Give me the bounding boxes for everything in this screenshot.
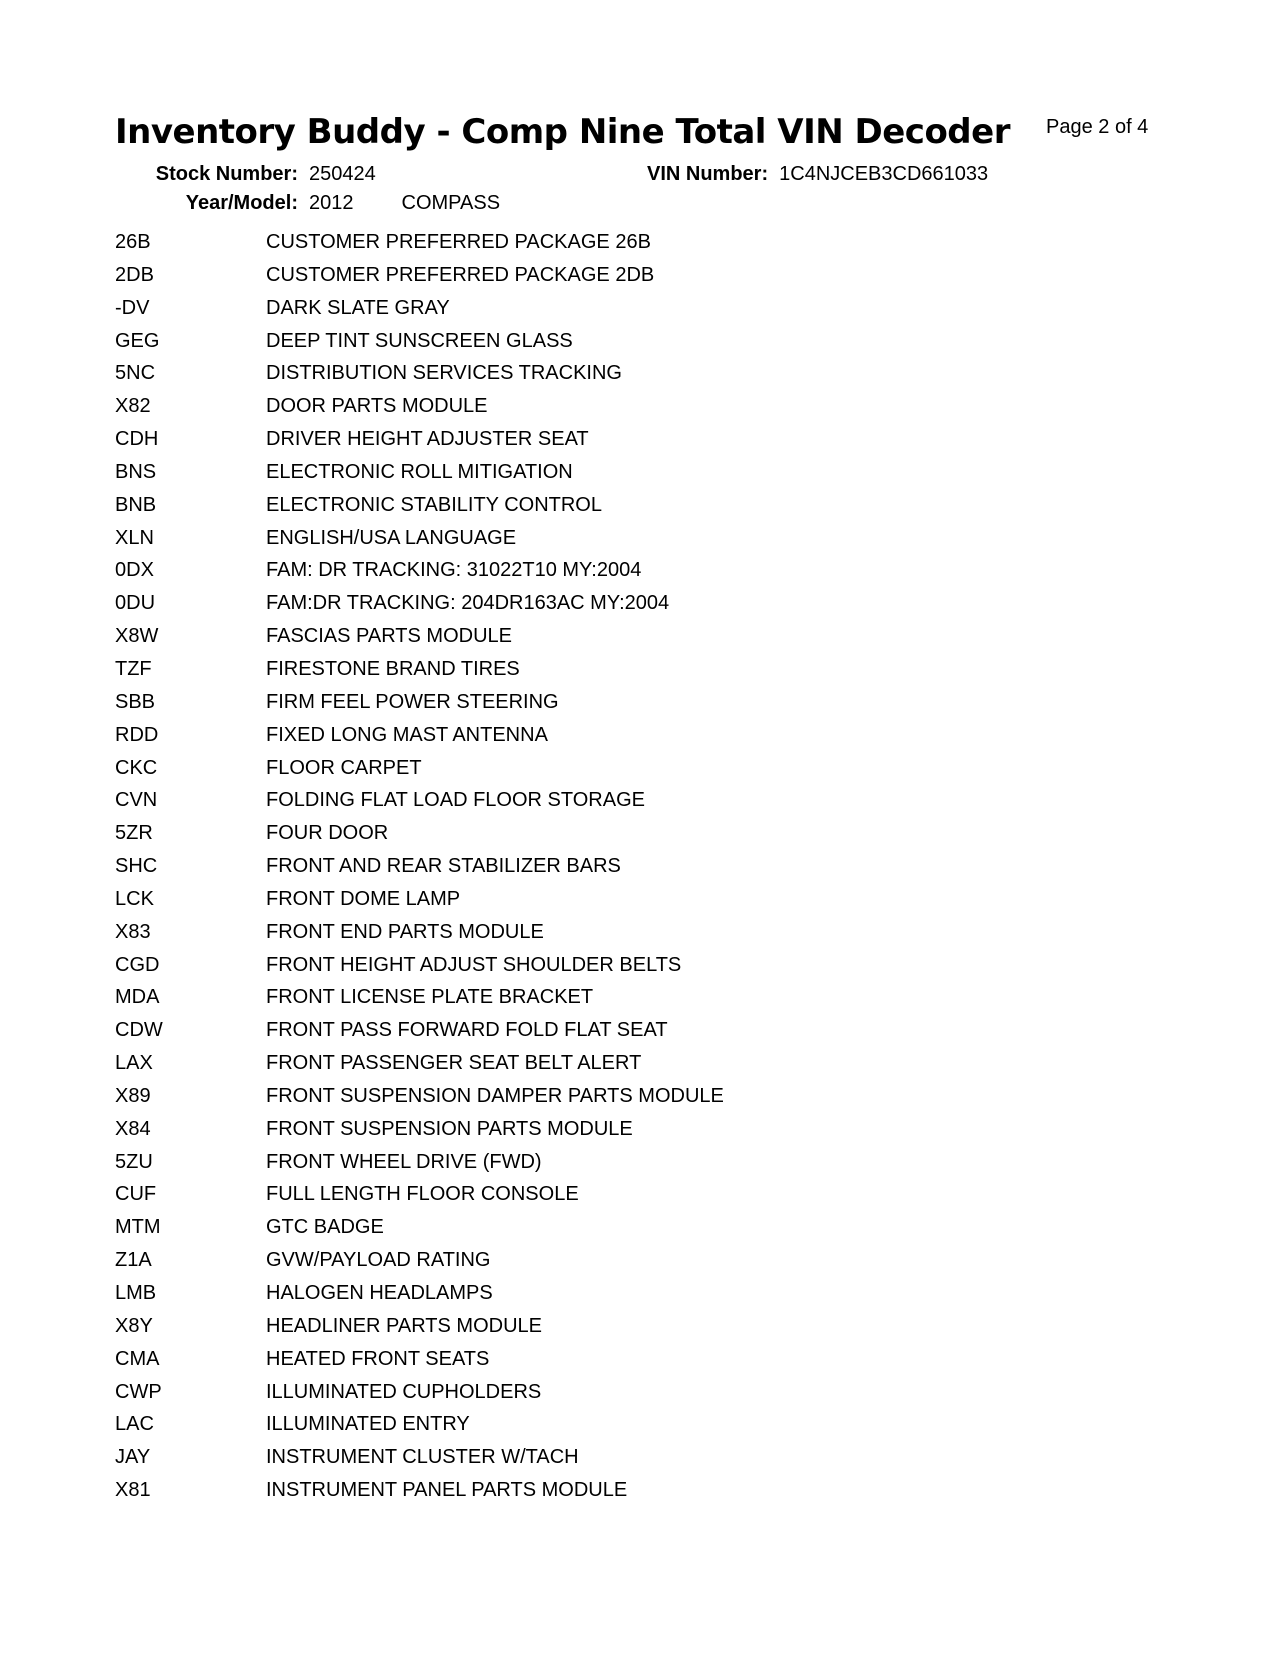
option-description: INSTRUMENT CLUSTER W/TACH bbox=[266, 1446, 579, 1469]
option-description: ILLUMINATED CUPHOLDERS bbox=[266, 1380, 542, 1403]
list-item bbox=[115, 1051, 724, 1084]
option-code: CVN bbox=[115, 789, 158, 812]
option-description: CUSTOMER PREFERRED PACKAGE 2DB bbox=[266, 263, 655, 286]
list-item bbox=[115, 1248, 724, 1281]
list-item bbox=[115, 329, 724, 362]
option-description: HEATED FRONT SEATS bbox=[266, 1347, 490, 1370]
option-code-list bbox=[115, 230, 724, 1511]
option-description: ELECTRONIC STABILITY CONTROL bbox=[266, 493, 602, 516]
option-description: FRONT PASSENGER SEAT BELT ALERT bbox=[266, 1052, 642, 1075]
option-code: LCK bbox=[115, 887, 154, 910]
option-description: FRONT HEIGHT ADJUST SHOULDER BELTS bbox=[266, 953, 682, 976]
list-item bbox=[115, 1281, 724, 1314]
option-code: 0DX bbox=[115, 559, 154, 582]
option-description: DISTRIBUTION SERVICES TRACKING bbox=[266, 362, 622, 385]
vin-number-label: VIN Number: bbox=[647, 163, 769, 185]
option-description: FIRM FEEL POWER STEERING bbox=[266, 690, 559, 713]
list-item bbox=[115, 1380, 724, 1413]
list-item bbox=[115, 230, 724, 263]
option-description: FRONT SUSPENSION PARTS MODULE bbox=[266, 1117, 633, 1140]
list-item bbox=[115, 591, 724, 624]
option-description: FRONT LICENSE PLATE BRACKET bbox=[266, 986, 594, 1009]
option-code: MDA bbox=[115, 986, 160, 1009]
option-code: X89 bbox=[115, 1084, 151, 1107]
option-code: BNB bbox=[115, 493, 157, 516]
option-description: FRONT END PARTS MODULE bbox=[266, 920, 544, 943]
option-description: FASCIAS PARTS MODULE bbox=[266, 625, 512, 648]
option-code: 26B bbox=[115, 231, 151, 253]
list-item bbox=[115, 1478, 724, 1511]
list-item bbox=[115, 558, 724, 591]
page-number: Page 2 of 4 bbox=[1046, 116, 1149, 138]
list-item bbox=[115, 624, 724, 657]
option-description: FRONT SUSPENSION DAMPER PARTS MODULE bbox=[266, 1084, 724, 1107]
list-item bbox=[115, 1215, 724, 1248]
list-item bbox=[115, 1084, 724, 1117]
list-item bbox=[115, 887, 724, 920]
list-item bbox=[115, 394, 724, 427]
list-item bbox=[115, 263, 724, 296]
stock-number-label: Stock Number: bbox=[155, 163, 298, 185]
vin-number-row bbox=[647, 163, 988, 186]
option-code: 5NC bbox=[115, 362, 156, 385]
option-description: DARK SLATE GRAY bbox=[266, 296, 450, 319]
option-code: LAX bbox=[115, 1052, 153, 1075]
option-description: CUSTOMER PREFERRED PACKAGE 26B bbox=[266, 231, 651, 253]
list-item bbox=[115, 361, 724, 394]
option-description: ENGLISH/USA LANGUAGE bbox=[266, 526, 517, 549]
option-description: GVW/PAYLOAD RATING bbox=[266, 1249, 491, 1272]
option-code: LMB bbox=[115, 1282, 157, 1304]
option-code: SBB bbox=[115, 690, 156, 713]
option-code: X81 bbox=[115, 1479, 151, 1502]
option-code: -DV bbox=[115, 296, 150, 319]
option-code: CGD bbox=[115, 953, 160, 976]
list-item bbox=[115, 723, 724, 756]
option-description: FIRESTONE BRAND TIRES bbox=[266, 657, 520, 680]
option-code: SHC bbox=[115, 855, 158, 878]
option-code: X8Y bbox=[115, 1314, 153, 1337]
list-item bbox=[115, 460, 724, 493]
list-item bbox=[115, 526, 724, 559]
option-code: CDW bbox=[115, 1019, 163, 1042]
list-item bbox=[115, 296, 724, 329]
option-description: INSTRUMENT PANEL PARTS MODULE bbox=[266, 1479, 628, 1502]
option-code: 2DB bbox=[115, 263, 154, 286]
option-description: FULL LENGTH FLOOR CONSOLE bbox=[266, 1183, 579, 1206]
option-description: DOOR PARTS MODULE bbox=[266, 395, 488, 418]
option-description: FOLDING FLAT LOAD FLOOR STORAGE bbox=[266, 789, 645, 812]
option-description: DRIVER HEIGHT ADJUSTER SEAT bbox=[266, 428, 589, 451]
stock-number-value: 250424 bbox=[309, 163, 376, 185]
list-item bbox=[115, 985, 724, 1018]
list-item bbox=[115, 1117, 724, 1150]
option-code: CDH bbox=[115, 428, 159, 451]
option-code: RDD bbox=[115, 723, 159, 746]
vin-number-value: 1C4NJCEB3CD661033 bbox=[779, 163, 989, 185]
list-item bbox=[115, 1445, 724, 1478]
list-item bbox=[115, 1347, 724, 1380]
option-code: JAY bbox=[115, 1446, 151, 1469]
option-description: FAM:DR TRACKING: 204DR163AC MY:2004 bbox=[266, 592, 670, 615]
option-description: ILLUMINATED ENTRY bbox=[266, 1413, 470, 1436]
option-code: LAC bbox=[115, 1413, 154, 1436]
document-title: Inventory Buddy - Comp Nine Total VIN Decoder bbox=[115, 112, 1010, 152]
list-item bbox=[115, 953, 724, 986]
option-description: DEEP TINT SUNSCREEN GLASS bbox=[266, 329, 573, 352]
option-description: FRONT DOME LAMP bbox=[266, 887, 461, 910]
option-code: CKC bbox=[115, 756, 158, 779]
option-code: X8W bbox=[115, 625, 159, 648]
list-item bbox=[115, 854, 724, 887]
option-description: FRONT PASS FORWARD FOLD FLAT SEAT bbox=[266, 1019, 668, 1042]
option-description: HEADLINER PARTS MODULE bbox=[266, 1314, 542, 1337]
option-code: GEG bbox=[115, 329, 160, 352]
list-item bbox=[115, 788, 724, 821]
stock-number-row bbox=[155, 163, 376, 186]
model-value: COMPASS bbox=[401, 192, 501, 214]
option-code: 5ZU bbox=[115, 1150, 153, 1173]
list-item bbox=[115, 690, 724, 723]
list-item bbox=[115, 756, 724, 789]
option-description: FRONT AND REAR STABILIZER BARS bbox=[266, 855, 621, 878]
list-item bbox=[115, 1018, 724, 1051]
list-item bbox=[115, 657, 724, 690]
option-description: HALOGEN HEADLAMPS bbox=[266, 1282, 493, 1304]
option-description: GTC BADGE bbox=[266, 1216, 384, 1239]
list-item bbox=[115, 920, 724, 953]
list-item bbox=[115, 1412, 724, 1445]
year-model-label: Year/Model: bbox=[185, 192, 298, 214]
option-code: CUF bbox=[115, 1183, 157, 1206]
option-code: TZF bbox=[115, 657, 152, 680]
option-code: MTM bbox=[115, 1216, 161, 1239]
option-code: CWP bbox=[115, 1380, 162, 1403]
option-code: BNS bbox=[115, 460, 157, 483]
option-code: Z1A bbox=[115, 1249, 152, 1272]
option-code: X82 bbox=[115, 395, 151, 418]
list-item bbox=[115, 1150, 724, 1183]
option-description: ELECTRONIC ROLL MITIGATION bbox=[266, 460, 573, 483]
option-code: 5ZR bbox=[115, 822, 153, 845]
option-code: 0DU bbox=[115, 592, 156, 615]
option-description: FAM: DR TRACKING: 31022T10 MY:2004 bbox=[266, 559, 642, 582]
option-description: FOUR DOOR bbox=[266, 822, 389, 845]
option-code: X83 bbox=[115, 920, 151, 943]
list-item bbox=[115, 1314, 724, 1347]
list-item bbox=[115, 493, 724, 526]
option-code: X84 bbox=[115, 1117, 151, 1140]
option-description: FRONT WHEEL DRIVE (FWD) bbox=[266, 1150, 542, 1173]
list-item bbox=[115, 427, 724, 460]
option-code: CMA bbox=[115, 1347, 160, 1370]
list-item bbox=[115, 821, 724, 854]
list-item bbox=[115, 1182, 724, 1215]
option-description: FIXED LONG MAST ANTENNA bbox=[266, 723, 548, 746]
option-description: FLOOR CARPET bbox=[266, 756, 422, 779]
option-code: XLN bbox=[115, 526, 154, 549]
year-value: 2012 bbox=[309, 192, 354, 214]
year-model-row bbox=[155, 192, 500, 215]
